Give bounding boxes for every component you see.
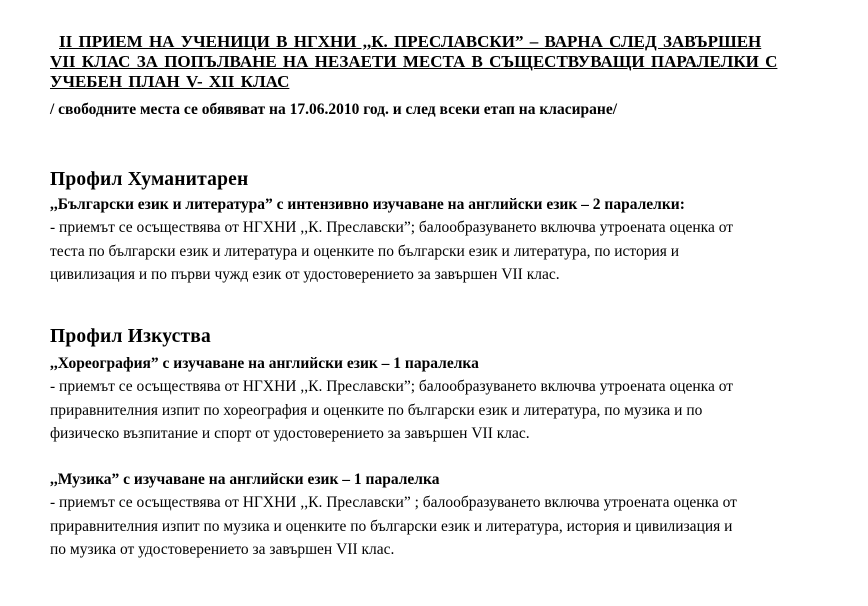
- description-line: - приемът се осъществява от НГХНИ ,,К. Преславски”; балообразуването включва утроената оценка от: [50, 219, 734, 236]
- program-heading-music: ,,Музика” с изучаване на английски език – 1 паралелка: [50, 471, 440, 488]
- profile-heading-arts: Профил Изкуства: [50, 326, 211, 347]
- program-heading-bulgarian: ,,Български език и литература” с интензивно изучаване на английски език – 2 паралелки:: [50, 196, 685, 213]
- title-line: VII КЛАС ЗА ПОПЪЛВАНЕ НА НЕЗАЕТИ МЕСТА В СЪЩЕСТВУВАЩИ ПАРАЛЕЛКИ С: [50, 52, 778, 71]
- program-description-music: [50, 491, 850, 562]
- description-line: - приемът се осъществява от НГХНИ ,,К. Преславски”; балообразуването включва утроената оценка от: [50, 378, 734, 395]
- profile-heading-humanities: Профил Хуманитарен: [50, 169, 249, 190]
- description-line: по музика от удостоверението за завършен VII клас.: [50, 541, 395, 558]
- description-line: приравнителния изпит по хореография и оценките по български език и литература, по музика и по: [50, 401, 703, 419]
- document-subtitle: / свободните места се обявяват на 17.06.2010 год. и след всеки етап на класиране/: [50, 101, 618, 118]
- description-line: приравнителния изпит по музика и оценките по български език и литература, история и цивилизация и: [50, 517, 733, 535]
- title-line: УЧЕБЕН ПЛАН V- XII КЛАС: [50, 72, 290, 91]
- program-description-bulgarian: [50, 216, 850, 287]
- description-line: теста по български език и литература и оценките по български език и литература, по история и: [50, 242, 680, 260]
- program-heading-choreography: ,,Хореография” с изучаване на английски език – 1 паралелка: [50, 355, 479, 372]
- document-title: [50, 32, 840, 92]
- description-line: физическо възпитание и спорт от удостоверението за завършен VII клас.: [50, 425, 530, 442]
- description-line: цивилизация и по първи чужд език от удостоверението за завършен VII клас.: [50, 266, 560, 283]
- program-description-choreography: [50, 375, 850, 446]
- title-line: II ПРИЕМ НА УЧЕНИЦИ В НГХНИ ,,К. ПРЕСЛАВСКИ” – ВАРНА СЛЕД ЗАВЪРШЕН: [59, 32, 762, 51]
- description-line: - приемът се осъществява от НГХНИ ,,К. Преславски” ; балообразуването включва утроената оценка от: [50, 494, 737, 511]
